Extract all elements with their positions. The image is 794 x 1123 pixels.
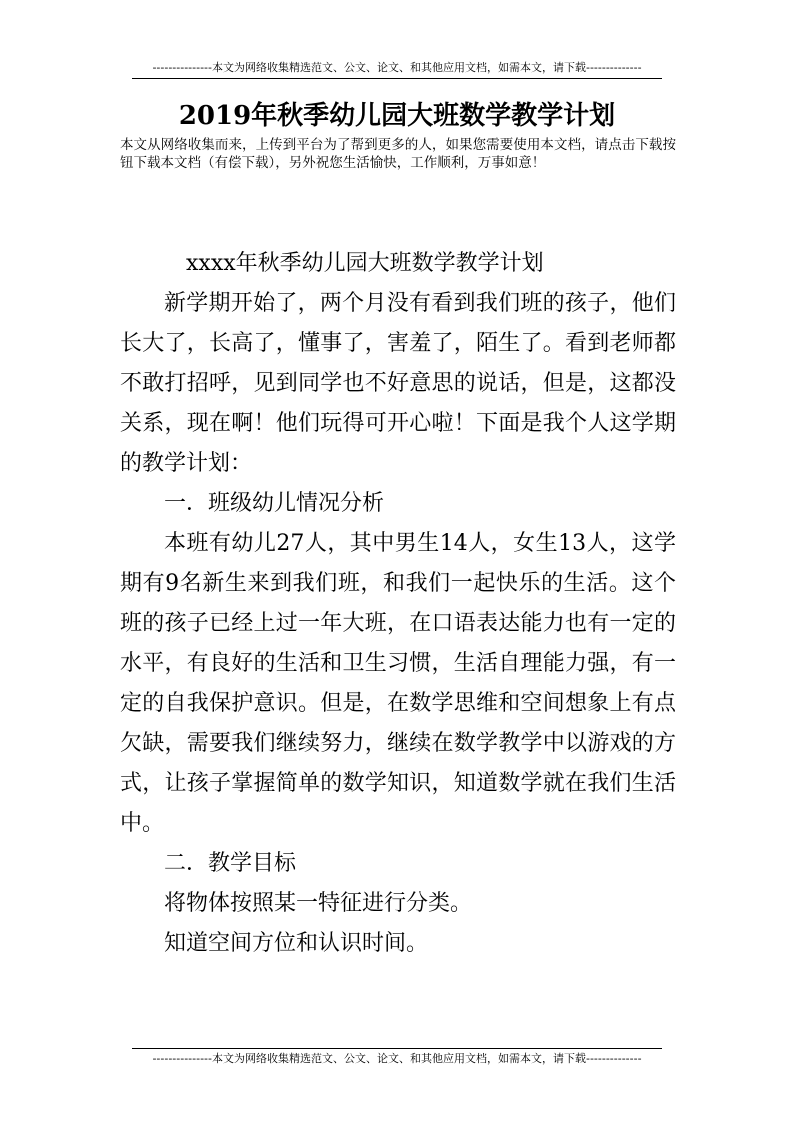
header-banner (0, 61, 794, 79)
body-title: xxxx年秋季幼儿园大班数学教学计划 (186, 251, 544, 276)
document-title: 2019年秋季幼儿园大班数学教学计划 (178, 101, 616, 131)
section-heading-class-analysis: 一．班级幼儿情况分析 (164, 491, 385, 516)
goal-item-classification: 将物体按照某一特征进行分类。 (164, 891, 473, 916)
download-notice: 本文从网络收集而来，上传到平台为了帮到更多的人，如果您需要使用本文档，请点击下载按钮下载本文档（有偿下载），另外祝您生活愉快，工作顺利，万事如意！ (120, 137, 676, 171)
intro-paragraph: 新学期开始了，两个月没有看到我们班的孩子，他们长大了，长高了，懂事了，害羞了，陌生了。看到老师都不敢打招呼，见到同学也不好意思的说话，但是，这都没关系，现在啊！他们玩得可开心啦！下面是我个人这学期的教学计划： (120, 291, 676, 476)
footer-banner-text: ---------------本文为网络收集精选范文、公文、论文、和其他应用文档，如需本文，请下载-------------- (152, 1052, 642, 1065)
header-banner-text: ---------------本文为网络收集精选范文、公文、论文、和其他应用文档，如需本文，请下载-------------- (152, 61, 642, 74)
class-analysis-paragraph: 本班有幼儿27人，其中男生14人，女生13人，这学期有9名新生来到我们班，和我们一起快乐的生活。这个班的孩子已经上过一年大班，在口语表达能力也有一定的水平，有良好的生活和卫生习惯，生活自理能力强，有一定的自我保护意识。但是，在数学思维和空间想象上有点欠缺，需要我们继续努力，继续在数学教学中以游戏的方式，让孩子掌握简单的数学知识，知道数学就在我们生活中。 (120, 531, 676, 836)
section-heading-teaching-goals: 二．教学目标 (164, 851, 297, 876)
header-rule (132, 78, 662, 79)
footer-rule (132, 1048, 662, 1049)
footer-banner (0, 1048, 794, 1066)
document-body (120, 244, 676, 964)
goal-item-space-time: 知道空间方位和认识时间。 (164, 931, 429, 956)
